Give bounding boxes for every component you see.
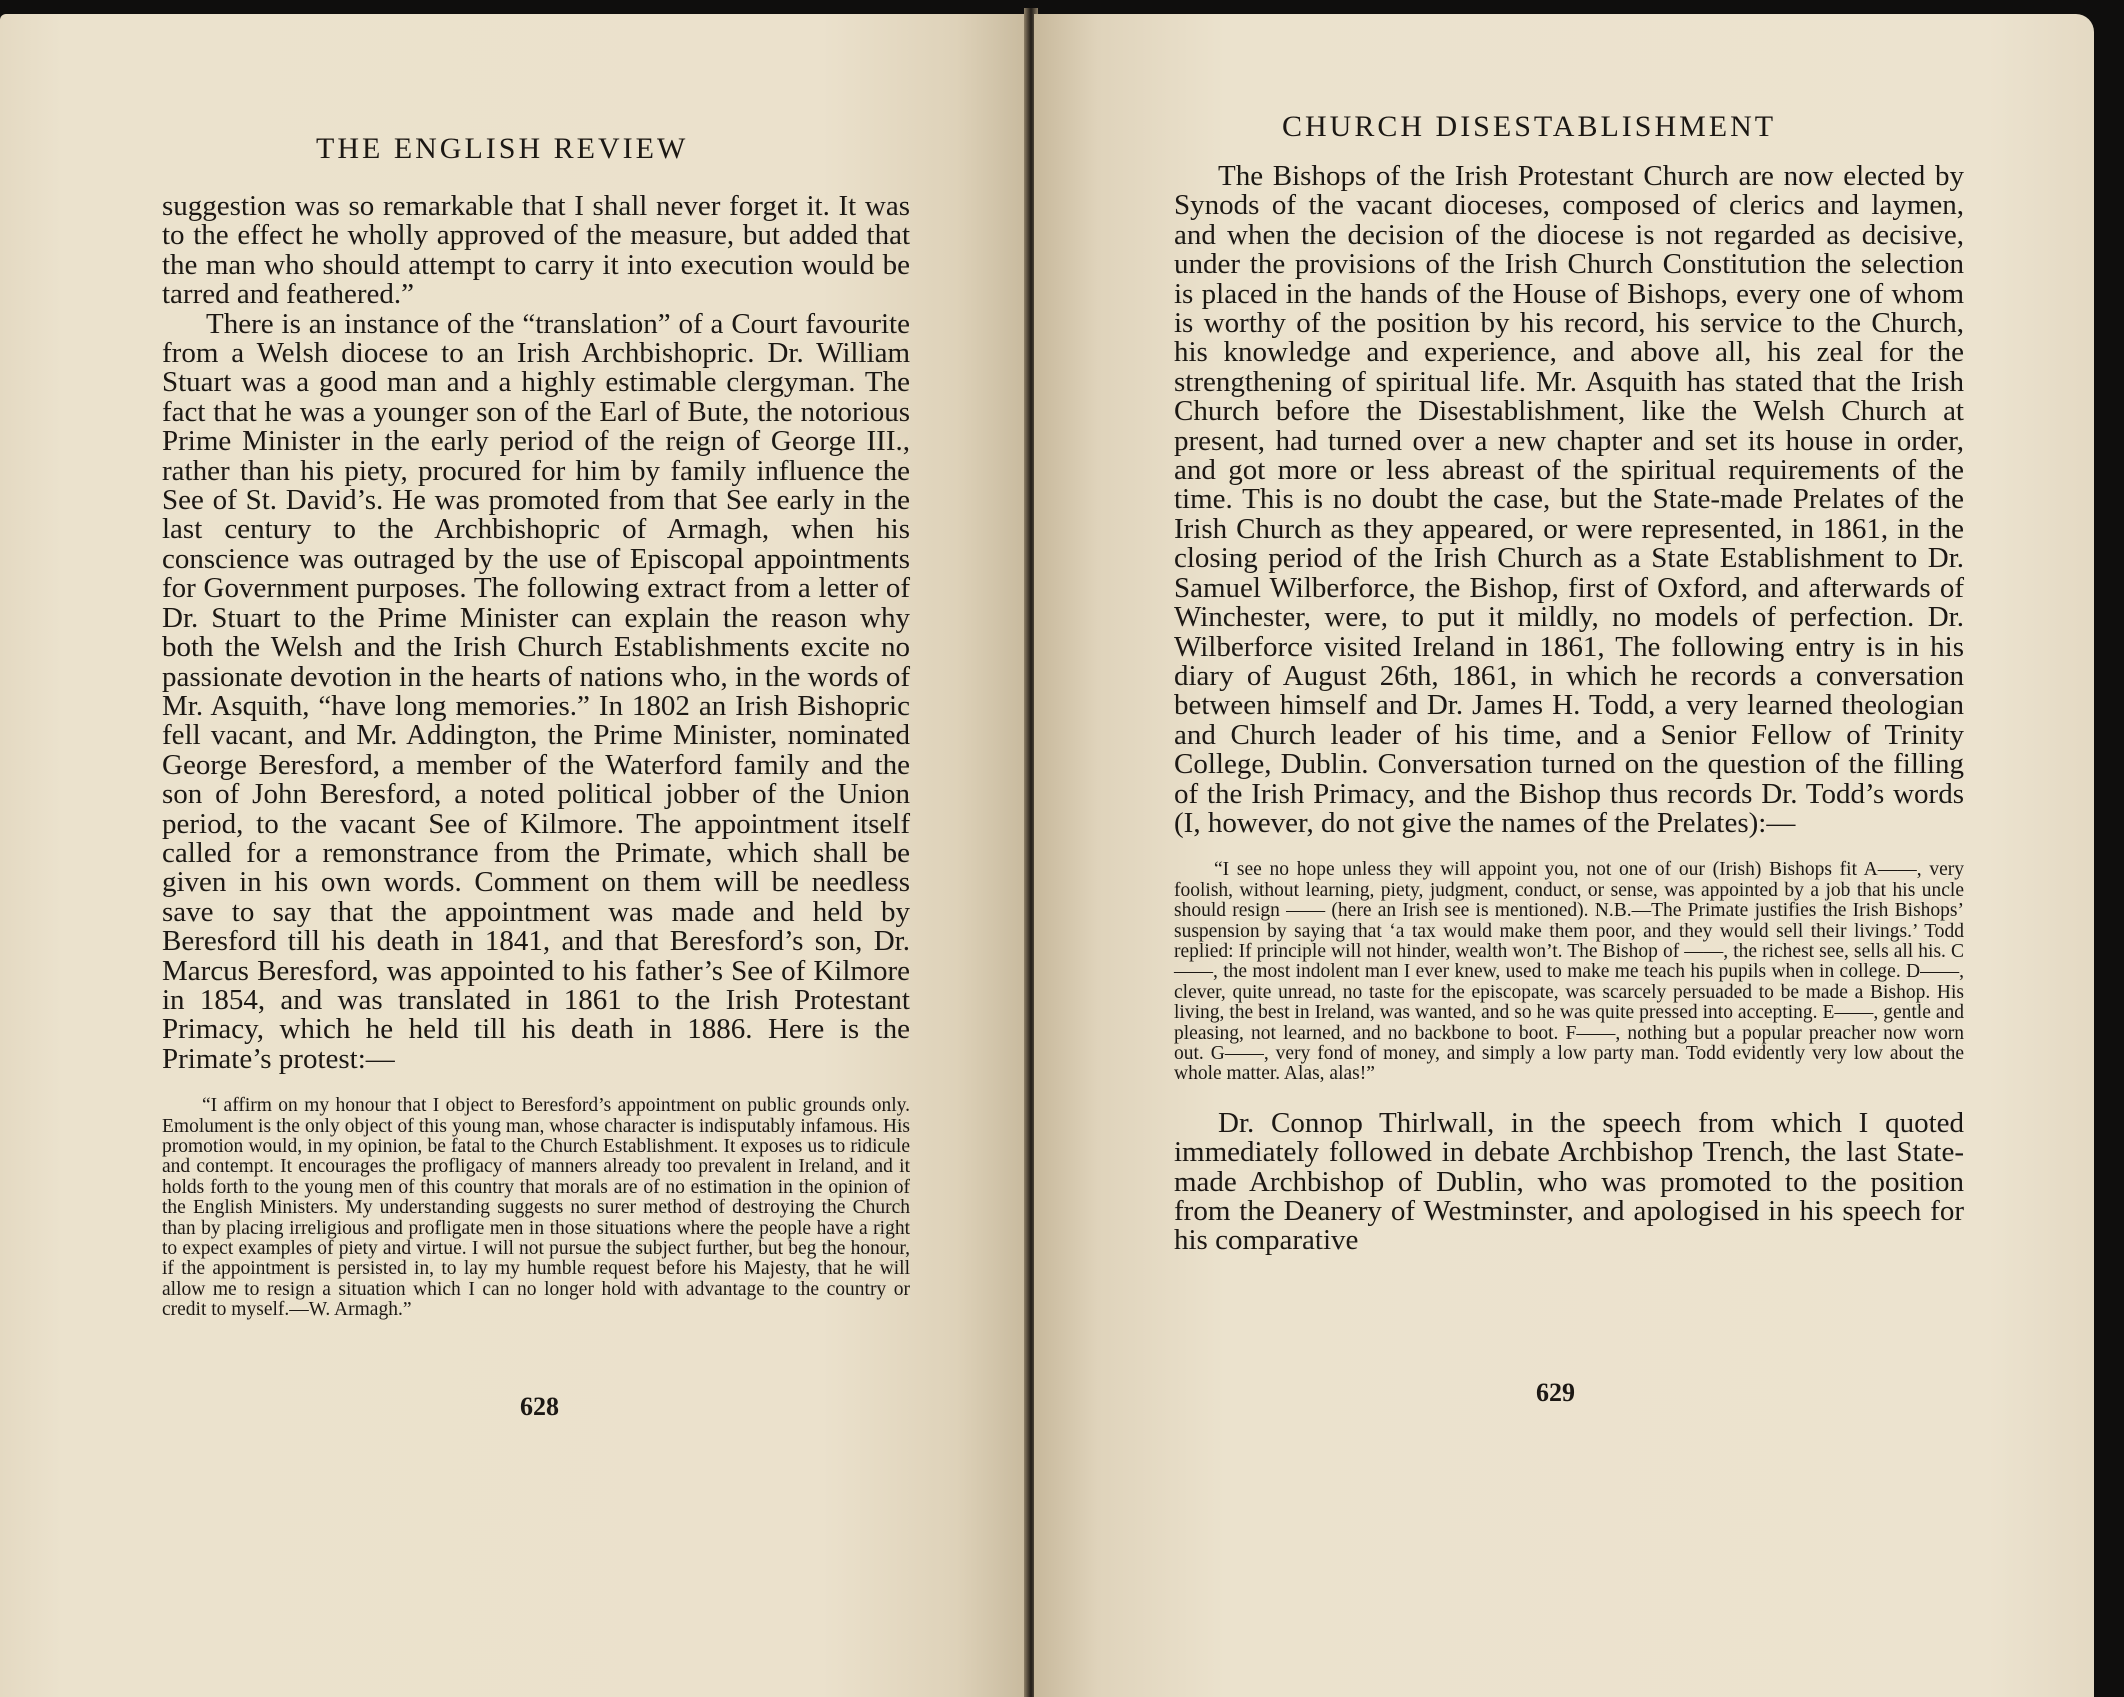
running-head-left: THE ENGLISH REVIEW — [316, 132, 689, 165]
paragraph: There is an instance of the “translation” of a Court favourite from a Welsh diocese to an Irish Archbishopric. Dr. William Stuart was a good man and a highly estimable clergyman. The fact that he was a younger son of the Earl of Bute, the notorious Prime Minister in the early period of the reign of George III., rather than his piety, procured for him by family influence the See of St. David’s. He was promoted from that See early in the last century to the Archbishopric of Armagh, when his conscience was outraged by the use of Episcopal appointments for Government purposes. The following extract from a letter of Dr. Stuart to the Prime Minister can explain the reason why both the Welsh and the Irish Church Establishments excite no passionate devotion in the hearts of nations who, in the words of Mr. Asquith, “have long memories.” In 1802 an Irish Bishopric fell vacant, and Mr. Addington, the Prime Minister, nominated George Beresford, a member of the Waterford family and the son of John Beresford, a noted political jobber of the Union period, to the vacant See of Kilmore. The appointment itself called for a remonstrance from the Primate, which shall be given in his own words. Comment on them will be needless save to say that the appointment was made and held by Beresford till his death in 1841, and that Beresford’s son, Dr. Marcus Beresford, was appointed to his father’s See of Kilmore in 1854, and was translated in 1861 to the Irish Protestant Primacy, which he held till his death in 1886. Here is the Primate’s protest:— — [162, 307, 910, 1075]
page-number-left: 628 — [520, 1392, 559, 1421]
page-number-right: 629 — [1536, 1378, 1575, 1407]
left-page — [0, 14, 1028, 1697]
right-body-text — [1174, 162, 1964, 1256]
paragraph: Dr. Connop Thirlwall, in the speech from which I quoted immediately followed in debate Archbishop Trench, the last State-made Archbishop of Dublin, who was promoted to the position from the Deanery of Westminster, and apologised in his speech for his comparative — [1174, 1106, 1964, 1257]
block-quote: “I affirm on my honour that I object to Beresford’s appointment on public grounds only. Emolument is the only object of this young man, whose character is indisputably infamous. His promotion would, in my opinion, be fatal to the Church Establishment. It exposes us to ridicule and contempt. It encourages the profligacy of manners already too prevalent in Ireland, and it holds forth to the young men of this country that morals are of no estimation in the opinion of the English Ministers. My understanding suggests no surer method of destroying the Church than by placing irreligious and profligate men in those situations where the people have a right to expect examples of piety and virtue. I will not pursue the subject further, but beg the honour, if the appointment is persisted in, to lay my humble request before his Majesty, that he will allow me to resign a situation which I can no longer hold with advantage to the country or credit to myself.—W. Armagh.” — [162, 1095, 910, 1321]
paragraph: suggestion was so remarkable that I shall never forget it. It was to the effect he wholly approved of the measure, but added that the man who should attempt to carry it into execution would be tarred and feathered.” — [162, 190, 910, 311]
right-page — [1034, 14, 2094, 1697]
block-quote: “I see no hope unless they will appoint you, not one of our (Irish) Bishops fit A——, very foolish, without learning, piety, judgment, conduct, or sense, was appointed by a job that his uncle should resign —— (here an Irish see is mentioned). N.B.—The Primate justifies the Irish Bishops’ suspension by saying that ‘a tax would make them poor, and they would sell their livings.’ Todd replied: If principle will not hinder, wealth won’t. The Bishop of ——, the richest see, sells all his. C——, the most indolent man I ever knew, used to make me teach his pupils when in college. D——, clever, quite unread, no taste for the episcopate, was scarcely persuaded to be made a Bishop. His living, the best in Ireland, was wanted, and so he was quite pressed into accepting. E——, gentle and pleasing, not learned, and no backbone to boot. F——, nothing but a popular preacher now worn out. G——, very fond of money, and simply a low party man. Todd evidently very low about the whole matter. Alas, alas!” — [1174, 859, 1964, 1085]
paragraph: The Bishops of the Irish Protestant Church are now elected by Synods of the vacant dioceses, composed of clerics and laymen, and when the decision of the diocese is not regarded as decisive, under the provisions of the Irish Church Constitution the selection is placed in the hands of the House of Bishops, every one of whom is worthy of the position by his record, his service to the Church, his knowledge and experience, and above all, his zeal for the strengthening of spiritual life. Mr. Asquith has stated that the Irish Church before the Disestablishment, like the Welsh Church at present, had turned over a new chapter and set its house in order, and got more or less abreast of the spiritual requirements of the time. This is no doubt the case, but the State-made Prelates of the Irish Church as they appeared, or were represented, in 1861, in the closing period of the Irish Church as a State Establishment to Dr. Samuel Wilberforce, the Bishop, first of Oxford, and afterwards of Winchester, were, to put it mildly, no models of perfection. Dr. Wilberforce visited Ireland in 1861, The following entry is in his diary of August 26th, 1861, in which he records a conversation between himself and Dr. James H. Todd, a very learned theologian and Church leader of his time, and a Senior Fellow of Trinity College, Dublin. Conversation turned on the question of the filling of the Irish Primacy, and the Bishop thus records Dr. Todd’s words (I, however, do not give the names of the Prelates):— — [1174, 160, 1964, 839]
left-body-text — [162, 192, 910, 1321]
running-head-right: CHURCH DISESTABLISHMENT — [1282, 110, 1777, 143]
